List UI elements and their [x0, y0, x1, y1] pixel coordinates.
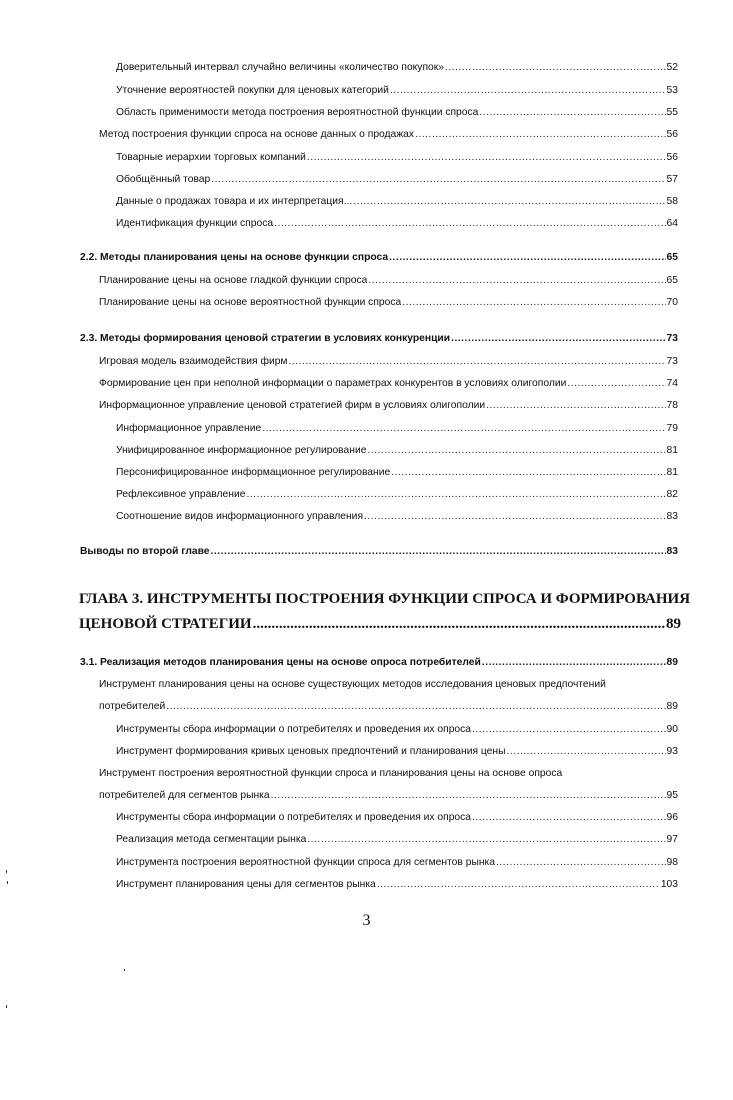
toc-entry-page: 53	[666, 85, 678, 96]
dot-leader	[507, 745, 666, 759]
toc-section-3-1[interactable]	[80, 656, 678, 670]
scan-speck	[6, 1005, 7, 1008]
dot-leader	[567, 377, 665, 391]
toc-entry-page: 97	[666, 834, 678, 845]
toc-entry-page: 64	[666, 218, 678, 229]
dot-leader	[486, 399, 665, 413]
toc-entry-label: Формирование цен при неполной информации о параметрах конкурентов в условиях олигополии	[99, 378, 567, 389]
toc-entry-label: Персонифицированное информационное регулирование	[116, 467, 391, 478]
toc-entry-page: 95	[666, 790, 678, 801]
toc-conclusions[interactable]	[80, 545, 678, 559]
toc-entry-page: 56	[666, 152, 678, 163]
toc-entry-wrapped-line1[interactable]: Инструмент построения вероятностной функции спроса и планирования цены на основе опроса	[99, 768, 563, 779]
toc-entry-page: 98	[666, 857, 678, 868]
dot-leader	[307, 833, 665, 847]
toc-entry-label: Инструмента построения вероятностной функции спроса для сегментов рынка	[116, 857, 496, 868]
toc-entry[interactable]	[116, 106, 678, 120]
chapter-3-title-line1[interactable]: ГЛАВА 3. ИНСТРУМЕНТЫ ПОСТРОЕНИЯ ФУНКЦИИ СПРОСА И ФОРМИРОВАНИЯ	[79, 591, 691, 607]
toc-section-label: 2.2. Методы планирования цены на основе функции спроса	[80, 252, 389, 263]
toc-entry[interactable]	[99, 789, 678, 803]
dot-leader	[445, 61, 666, 75]
toc-entry-label: Рефлексивное управление	[116, 489, 246, 500]
toc-entry-label: Унифицированное информационное регулирование	[116, 445, 367, 456]
dot-leader	[262, 422, 665, 436]
toc-entry-page: 70	[666, 297, 678, 308]
toc-entry-page: 83	[666, 511, 678, 522]
chapter-3-title-continued: ЦЕНОВОЙ СТРАТЕГИИ	[79, 616, 252, 632]
dot-leader	[472, 811, 666, 825]
page-number: 3	[362, 912, 371, 929]
toc-entry[interactable]	[116, 217, 678, 231]
scan-speck	[124, 969, 125, 971]
toc-entry-label: Область применимости метода построения вероятностной функции спроса	[116, 107, 479, 118]
dot-leader	[253, 615, 665, 633]
dot-leader	[482, 656, 666, 670]
toc-entry[interactable]	[116, 84, 678, 98]
dot-leader	[271, 789, 666, 803]
dot-leader	[211, 173, 665, 187]
toc-entry-page: 81	[666, 467, 678, 478]
toc-section-page: 65	[666, 252, 678, 263]
dot-leader	[451, 332, 665, 346]
toc-entry-page: 55	[666, 107, 678, 118]
toc-entry-page: 90	[666, 724, 678, 735]
toc-entry[interactable]	[116, 444, 678, 458]
toc-entry-label: Товарные иерархии торговых компаний	[116, 152, 306, 163]
toc-entry-page: 81	[666, 445, 678, 456]
toc-entry[interactable]	[116, 488, 678, 502]
dot-leader	[274, 217, 665, 231]
dot-leader	[367, 444, 665, 458]
chapter-3-page: 89	[666, 616, 681, 632]
toc-section-2-2[interactable]	[80, 251, 678, 265]
toc-entry[interactable]	[116, 510, 678, 524]
toc-entry-label: Реализация метода сегментации рынка	[116, 834, 307, 845]
toc-entry-page: 73	[666, 356, 678, 367]
toc-entry-label: Информационное управление	[116, 423, 262, 434]
toc-entry-label: Инструмент планирования цены для сегментов рынка	[116, 879, 376, 890]
toc-entry-page: 65	[666, 275, 678, 286]
toc-entry[interactable]	[99, 700, 678, 714]
dot-leader	[389, 251, 665, 265]
toc-entry-page: 56	[666, 129, 678, 140]
toc-entry[interactable]	[116, 466, 678, 480]
toc-entry-label: потребителей для сегментов рынка	[99, 790, 270, 801]
dot-leader	[402, 296, 665, 310]
dot-leader	[211, 545, 666, 559]
dot-leader	[353, 195, 665, 209]
toc-entry-page: 89	[666, 701, 678, 712]
dot-leader	[166, 700, 665, 714]
toc-section-label: 2.3. Методы формирования ценовой стратегии в условиях конкуренции	[80, 333, 451, 344]
toc-entry-page: 96	[666, 812, 678, 823]
toc-entry[interactable]	[116, 61, 678, 75]
toc-entry-label: Инструменты сбора информации о потребителях и проведения их опроса	[116, 812, 472, 823]
dot-leader	[390, 84, 666, 98]
scan-speck	[7, 881, 8, 884]
chapter-3-title-line2[interactable]	[79, 615, 681, 633]
toc-entry-label: Инструменты сбора информации о потребителях и проведения их опроса	[116, 724, 472, 735]
toc-section-page: 89	[666, 657, 678, 668]
toc-entry[interactable]	[99, 128, 678, 142]
toc-entry-label: Планирование цены на основе вероятностной функции спроса	[99, 297, 402, 308]
toc-entry-label: Метод построения функции спроса на основе данных о продажах	[99, 129, 415, 140]
toc-entry[interactable]	[116, 151, 678, 165]
toc-entry-label: Идентификация функции спроса	[116, 218, 274, 229]
toc-entry[interactable]	[99, 399, 678, 413]
toc-entry-label: Доверительный интервал случайно величины «количество покупок»	[116, 62, 444, 73]
dot-leader	[246, 488, 665, 502]
toc-entry-label: Информационное управление ценовой стратегией фирм в условиях олигополии	[99, 400, 486, 411]
toc-entry-label: Планирование цены на основе гладкой функции спроса	[99, 275, 368, 286]
toc-entry[interactable]	[116, 745, 678, 759]
toc-entry-label: Соотношение видов информационного управления	[116, 511, 364, 522]
toc-entry[interactable]	[99, 355, 678, 369]
toc-entry-label: Обобщённый товар	[116, 174, 211, 185]
toc-entry[interactable]	[116, 723, 678, 737]
toc-entry[interactable]	[116, 811, 678, 825]
toc-entry-page: 93	[666, 746, 678, 757]
toc-conclusions-label: Выводы по второй главе	[80, 546, 210, 557]
toc-entry[interactable]	[99, 296, 678, 310]
toc-entry[interactable]	[116, 195, 678, 209]
dot-leader	[472, 723, 666, 737]
toc-entry[interactable]	[99, 274, 678, 288]
toc-entry-wrapped-line1[interactable]: Инструмент планирования цены на основе существующих методов исследования ценовых предпочтений	[99, 679, 606, 690]
toc-entry-page: 79	[666, 423, 678, 434]
toc-entry-page: 58	[666, 196, 678, 207]
dot-leader	[479, 106, 665, 120]
toc-entry-page: 52	[666, 62, 678, 73]
dot-leader	[364, 510, 666, 524]
toc-entry[interactable]	[116, 173, 678, 187]
toc-entry[interactable]	[116, 878, 678, 892]
dot-leader	[377, 878, 660, 892]
toc-entry-label: потребителей	[99, 701, 166, 712]
dot-leader	[415, 128, 665, 142]
toc-entry-page: 78	[666, 400, 678, 411]
toc-entry[interactable]	[116, 422, 678, 436]
toc-entry-page: 103	[660, 879, 678, 890]
toc-entry-label: Игровая модель взаимодействия фирм	[99, 356, 288, 367]
toc-entry-label: Данные о продажах товара и их интерпретация...	[116, 196, 353, 207]
dot-leader	[289, 355, 666, 369]
dot-leader	[368, 274, 665, 288]
toc-entry[interactable]	[99, 377, 678, 391]
dot-leader	[391, 466, 665, 480]
toc-entry-page: 57	[666, 174, 678, 185]
toc-entry[interactable]	[116, 856, 678, 870]
scan-speck	[6, 870, 7, 873]
toc-entry-page: 74	[666, 378, 678, 389]
toc-entry[interactable]	[116, 833, 678, 847]
toc-section-page: 73	[666, 333, 678, 344]
toc-entry-label: Уточнение вероятностей покупки для ценовых категорий	[116, 85, 389, 96]
toc-entry-page: 82	[666, 489, 678, 500]
dot-leader	[496, 856, 666, 870]
dot-leader	[307, 151, 666, 165]
toc-conclusions-page: 83	[666, 546, 678, 557]
toc-entry-label: Инструмент формирования кривых ценовых предпочтений и планирования цены	[116, 746, 506, 757]
toc-section-2-3[interactable]	[80, 332, 678, 346]
toc-section-label: 3.1. Реализация методов планирования цены на основе опроса потребителей	[80, 657, 481, 668]
